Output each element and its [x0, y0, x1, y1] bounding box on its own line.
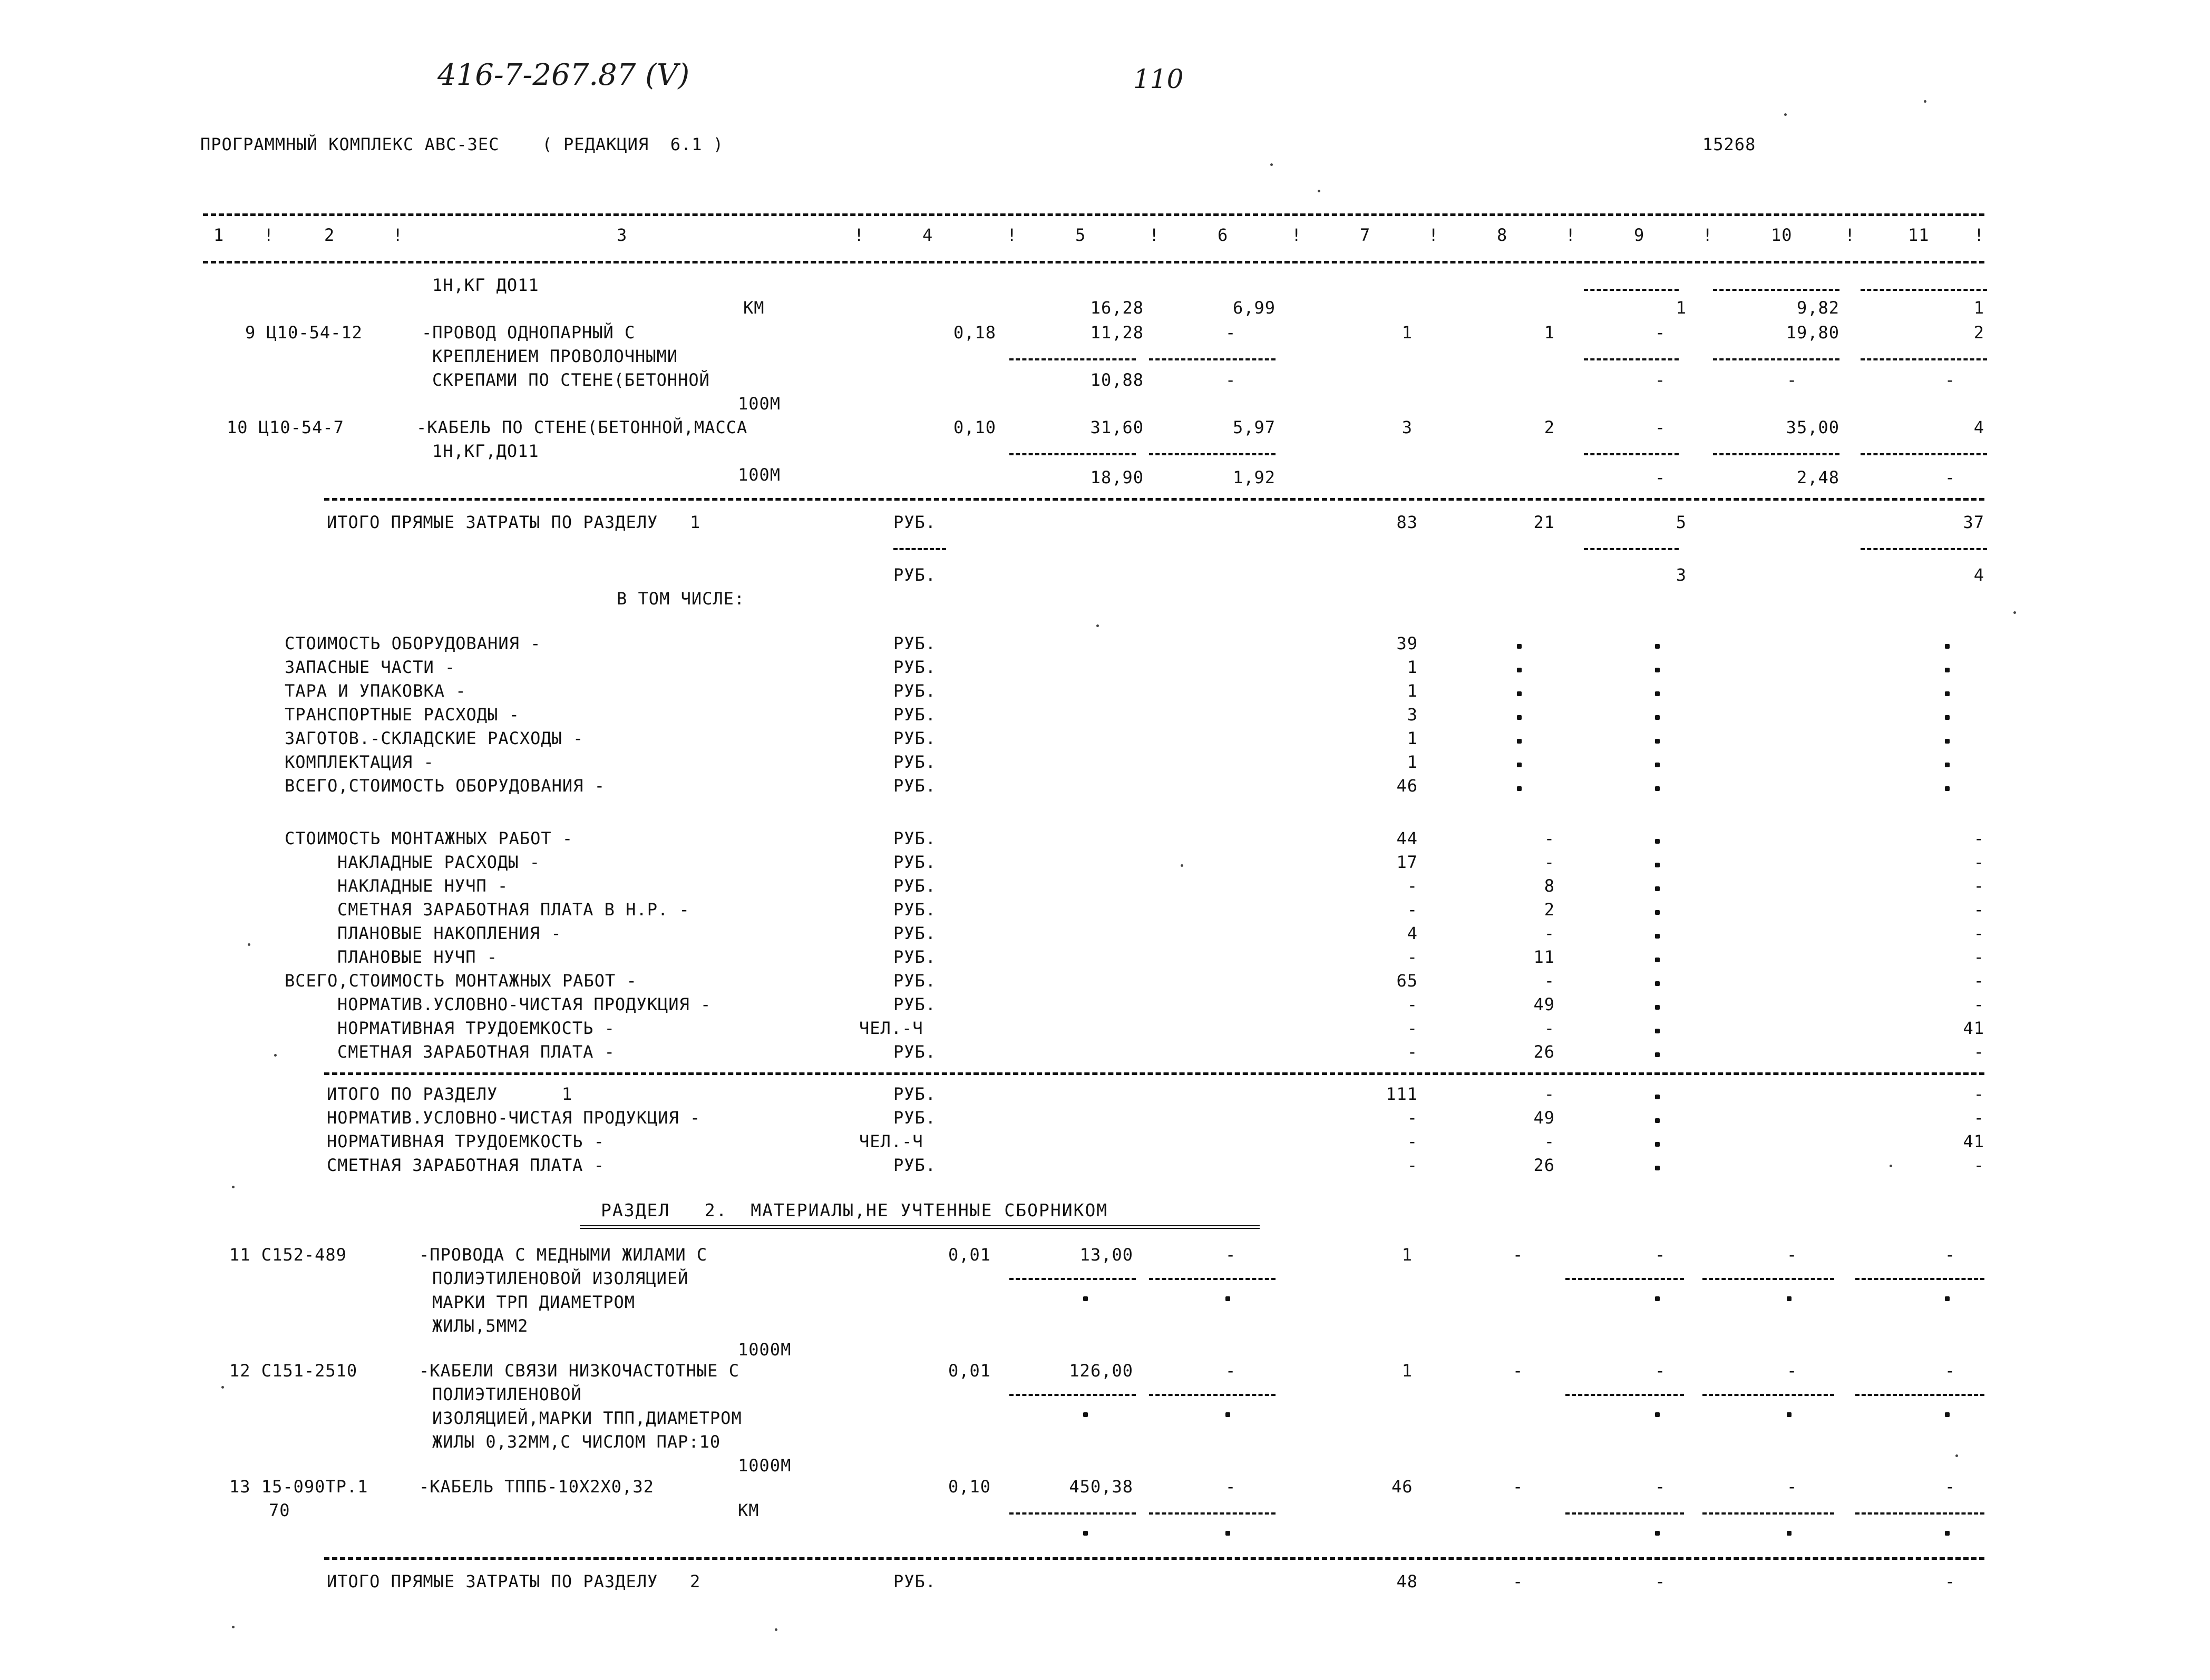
install-unit: РУБ.	[893, 923, 937, 943]
row-desc-line: -ПРОВОД ОДНОПАРНЫЙ С	[422, 323, 636, 343]
table-top-rule	[203, 213, 1984, 216]
install-unit: РУБ.	[893, 947, 937, 967]
row-desc-line: -ПРОВОДА С МЕДНЫМИ ЖИЛАМИ С	[419, 1245, 708, 1265]
row-c6-sub: -	[1225, 370, 1237, 390]
equipment-c7: 1	[1407, 681, 1418, 701]
total-c8: 21	[1533, 512, 1555, 532]
row-desc-line: КРЕПЛЕНИЕМ ПРОВОЛОЧНЫМИ	[432, 346, 678, 366]
cont-c6: 6,99	[1232, 298, 1276, 318]
row-c6-sub: 1,92	[1232, 467, 1276, 487]
row-qty: 0,18	[953, 323, 996, 343]
install-unit: РУБ.	[893, 876, 937, 896]
row-c11: -	[1945, 1361, 1956, 1381]
final-c7: -	[1407, 1108, 1418, 1128]
row-c11: -	[1945, 1477, 1956, 1497]
section2-title-underline	[580, 1225, 1260, 1229]
total-label: ИТОГО ПРЯМЫЕ ЗАТРАТЫ ПО РАЗДЕЛУ 1	[327, 512, 701, 532]
install-c11: -	[1973, 947, 1984, 967]
col-num-2: 2	[324, 225, 335, 245]
final-label: ИТОГО ПО РАЗДЕЛУ 1	[327, 1084, 573, 1104]
equipment-c7: 1	[1407, 752, 1418, 772]
row-c5: 11,28	[1090, 323, 1144, 343]
install-c11: -	[1973, 1042, 1984, 1062]
final-unit: ЧЕЛ.-Ч	[859, 1131, 923, 1151]
row-c11: -	[1945, 1245, 1956, 1265]
total-c11: 37	[1963, 512, 1984, 532]
row-qty: 0,10	[953, 417, 996, 437]
install-label: НАКЛАДНЫЕ РАСХОДЫ -	[337, 852, 541, 872]
equipment-c7: 3	[1407, 705, 1418, 725]
row-desc-line: -КАБЕЛИ СВЯЗИ НИЗКОЧАСТОТНЫЕ С	[419, 1361, 739, 1381]
final-label: СМЕТНАЯ ЗАРАБОТНАЯ ПЛАТА -	[327, 1155, 605, 1175]
install-c7: 4	[1407, 923, 1418, 943]
row-c7: 1	[1401, 1245, 1413, 1265]
row-desc-line: ЖИЛЫ 0,32ММ,С ЧИСЛОМ ПАР:10	[432, 1432, 721, 1452]
equipment-unit: РУБ.	[893, 705, 937, 725]
total-unit-2: РУБ.	[893, 565, 937, 585]
install-c7: 17	[1396, 852, 1418, 872]
install-label: НОРМАТИВНАЯ ТРУДОЕМКОСТЬ -	[337, 1018, 615, 1038]
row-unit: 1000М	[738, 1340, 792, 1360]
total-c9: -	[1655, 1571, 1666, 1591]
install-label: СМЕТНАЯ ЗАРАБОТНАЯ ПЛАТА В Н.Р. -	[337, 900, 690, 920]
install-c11: -	[1973, 994, 1984, 1014]
install-c8: 11	[1533, 947, 1555, 967]
install-c8: -	[1544, 1018, 1555, 1038]
total-c9-sub: 3	[1676, 565, 1687, 585]
col-num-10: 10	[1771, 225, 1793, 245]
page-number: 110	[1133, 64, 1184, 94]
equipment-label: ТАРА И УПАКОВКА -	[285, 681, 466, 701]
equipment-label: КОМПЛЕКТАЦИЯ -	[285, 752, 434, 772]
row-qty: 0,01	[948, 1245, 991, 1265]
section1-final-rule	[324, 1072, 1984, 1075]
final-label: НОРМАТИВНАЯ ТРУДОЕМКОСТЬ -	[327, 1131, 605, 1151]
row-number: 13 15-090ТР.1	[229, 1477, 368, 1497]
row-c11: 4	[1973, 417, 1984, 437]
final-c7: 111	[1386, 1084, 1418, 1104]
continuation-unit: КМ	[743, 298, 765, 318]
final-c11: -	[1973, 1155, 1984, 1175]
row-c7: 46	[1391, 1477, 1413, 1497]
equipment-unit: РУБ.	[893, 776, 937, 796]
install-c11: -	[1973, 876, 1984, 896]
install-c7: 44	[1396, 828, 1418, 848]
install-c11: -	[1973, 900, 1984, 920]
col-num-1: 1	[213, 225, 225, 245]
equipment-unit: РУБ.	[893, 728, 937, 748]
document-code: 416-7-267.87 (V)	[437, 58, 690, 92]
sheet-id: 15268	[1702, 134, 1756, 154]
total-label: ИТОГО ПРЯМЫЕ ЗАТРАТЫ ПО РАЗДЕЛУ 2	[327, 1571, 701, 1591]
equipment-c7: 46	[1396, 776, 1418, 796]
including-note: В ТОМ ЧИСЛЕ:	[617, 589, 745, 609]
row-unit: 100М	[738, 394, 781, 414]
install-unit: РУБ.	[893, 994, 937, 1014]
install-c8: 49	[1533, 994, 1555, 1014]
row-c7: 1	[1401, 323, 1413, 343]
row-unit: КМ	[738, 1500, 760, 1520]
row-desc-line: ЖИЛЫ,5ММ2	[432, 1316, 529, 1336]
row-c6: -	[1225, 1477, 1237, 1497]
header-bottom-rule	[203, 261, 1984, 263]
equipment-unit: РУБ.	[893, 681, 937, 701]
install-unit: РУБ.	[893, 828, 937, 848]
final-c8: 26	[1533, 1155, 1555, 1175]
install-label: НАКЛАДНЫЕ НУЧП -	[337, 876, 509, 896]
install-unit: РУБ.	[893, 1042, 937, 1062]
total-c9: 5	[1676, 512, 1687, 532]
row-c7: 3	[1401, 417, 1413, 437]
total-unit: РУБ.	[893, 512, 937, 532]
install-c11: -	[1973, 828, 1984, 848]
row-number: 10 Ц10-54-7	[227, 417, 344, 437]
row-c11-sub: -	[1945, 467, 1956, 487]
row-qty: 0,10	[948, 1477, 991, 1497]
equipment-c7: 39	[1396, 633, 1418, 653]
install-c11: -	[1973, 923, 1984, 943]
row-c6: 5,97	[1232, 417, 1276, 437]
cont-c9: 1	[1676, 298, 1687, 318]
install-c7: -	[1407, 947, 1418, 967]
col-num-7: 7	[1360, 225, 1371, 245]
install-c7: -	[1407, 994, 1418, 1014]
row-c6: -	[1225, 1361, 1237, 1381]
row-c11-sub: -	[1945, 370, 1956, 390]
row-desc-line: ПОЛИЭТИЛЕНОВОЙ ИЗОЛЯЦИЕЙ	[432, 1268, 689, 1288]
install-c8: 26	[1533, 1042, 1555, 1062]
row-desc-line: ПОЛИЭТИЛЕНОВОЙ	[432, 1384, 582, 1404]
install-c8: -	[1544, 923, 1555, 943]
final-label: НОРМАТИВ.УСЛОВНО-ЧИСТАЯ ПРОДУКЦИЯ -	[327, 1108, 701, 1128]
final-c7: -	[1407, 1155, 1418, 1175]
equipment-label: ТРАНСПОРТНЫЕ РАСХОДЫ -	[285, 705, 520, 725]
row-c8: 1	[1544, 323, 1555, 343]
total-c8: -	[1513, 1571, 1524, 1591]
install-unit: РУБ.	[893, 852, 937, 872]
install-label: СТОИМОСТЬ МОНТАЖНЫХ РАБОТ -	[285, 828, 573, 848]
row-c10: -	[1787, 1477, 1798, 1497]
equipment-label: ВСЕГО,СТОИМОСТЬ ОБОРУДОВАНИЯ -	[285, 776, 605, 796]
row-number-cont: 70	[269, 1500, 290, 1520]
install-c11: -	[1973, 971, 1984, 991]
row-c9-sub: -	[1655, 467, 1666, 487]
program-header: ПРОГРАММНЫЙ КОМПЛЕКС АВС-3ЕС ( РЕДАКЦИЯ 6.1 )	[200, 134, 724, 154]
install-label: СМЕТНАЯ ЗАРАБОТНАЯ ПЛАТА -	[337, 1042, 615, 1062]
final-c7: -	[1407, 1131, 1418, 1151]
install-c8: -	[1544, 852, 1555, 872]
final-unit: РУБ.	[893, 1084, 937, 1104]
row-desc-line: ИЗОЛЯЦИЕЙ,МАРКИ ТПП,ДИАМЕТРОМ	[432, 1408, 742, 1428]
row-c9: -	[1655, 323, 1666, 343]
install-c11: -	[1973, 852, 1984, 872]
install-unit: ЧЕЛ.-Ч	[859, 1018, 923, 1038]
row-c9: -	[1655, 417, 1666, 437]
col-num-5: 5	[1075, 225, 1086, 245]
total-c11: -	[1945, 1571, 1956, 1591]
install-c7: 65	[1396, 971, 1418, 991]
col-num-6: 6	[1218, 225, 1229, 245]
section1-total-rule	[324, 498, 1984, 501]
col-num-9: 9	[1634, 225, 1645, 245]
row-c8: -	[1513, 1361, 1524, 1381]
install-c8: 2	[1544, 900, 1555, 920]
col-num-4: 4	[922, 225, 933, 245]
install-c7: -	[1407, 1018, 1418, 1038]
col-num-8: 8	[1497, 225, 1508, 245]
row-number: 11 С152-489	[229, 1245, 347, 1265]
row-unit: 100М	[738, 465, 781, 485]
row-desc-line: МАРКИ ТРП ДИАМЕТРОМ	[432, 1292, 636, 1312]
row-c6: -	[1225, 323, 1237, 343]
install-c7: -	[1407, 1042, 1418, 1062]
row-unit: 1000М	[738, 1456, 792, 1476]
equipment-unit: РУБ.	[893, 657, 937, 677]
cont-c10: 9,82	[1796, 298, 1839, 318]
row-c8: 2	[1544, 417, 1555, 437]
row-c10: -	[1787, 1361, 1798, 1381]
row-c7: 1	[1401, 1361, 1413, 1381]
total-c7: 48	[1396, 1571, 1418, 1591]
install-unit: РУБ.	[893, 900, 937, 920]
install-label: НОРМАТИВ.УСЛОВНО-ЧИСТАЯ ПРОДУКЦИЯ -	[337, 994, 712, 1014]
row-c5-sub: 18,90	[1090, 467, 1144, 487]
install-label: ВСЕГО,СТОИМОСТЬ МОНТАЖНЫХ РАБОТ -	[285, 971, 637, 991]
row-desc-line: СКРЕПАМИ ПО СТЕНЕ(БЕТОННОЙ	[432, 370, 710, 390]
install-c8: 8	[1544, 876, 1555, 896]
total-c11-sub: 4	[1973, 565, 1984, 585]
col-num-11: 11	[1908, 225, 1930, 245]
install-label: ПЛАНОВЫЕ НУЧП -	[337, 947, 498, 967]
install-unit: РУБ.	[893, 971, 937, 991]
final-c11: -	[1973, 1084, 1984, 1104]
col-num-3: 3	[617, 225, 628, 245]
row-c9-sub: -	[1655, 370, 1666, 390]
row-c9: -	[1655, 1477, 1666, 1497]
row-qty: 0,01	[948, 1361, 991, 1381]
equipment-unit: РУБ.	[893, 752, 937, 772]
row-c10-sub: 2,48	[1796, 467, 1839, 487]
cont-c11: 1	[1973, 298, 1984, 318]
row-desc-line: -КАБЕЛЬ ПО СТЕНЕ(БЕТОННОЙ,МАССА	[416, 417, 748, 437]
row-number: 12 С151-2510	[229, 1361, 358, 1381]
row-c9: -	[1655, 1361, 1666, 1381]
row-c5: 126,00	[1069, 1361, 1133, 1381]
install-c8: -	[1544, 971, 1555, 991]
final-c8: 49	[1533, 1108, 1555, 1128]
row-c5: 13,00	[1079, 1245, 1133, 1265]
row-c9: -	[1655, 1245, 1666, 1265]
final-unit: РУБ.	[893, 1155, 937, 1175]
row-desc-line: 1Н,КГ,ДО11	[432, 441, 539, 461]
install-c8: -	[1544, 828, 1555, 848]
row-c8: -	[1513, 1477, 1524, 1497]
row-c10: 19,80	[1786, 323, 1839, 343]
row-desc-line: -КАБЕЛЬ ТППБ-10Х2Х0,32	[419, 1477, 654, 1497]
final-c8: -	[1544, 1131, 1555, 1151]
row-c10: 35,00	[1786, 417, 1839, 437]
row-number: 9 Ц10-54-12	[245, 323, 363, 343]
total-unit: РУБ.	[893, 1571, 937, 1591]
row-c8: -	[1513, 1245, 1524, 1265]
install-c7: -	[1407, 900, 1418, 920]
equipment-label: СТОИМОСТЬ ОБОРУДОВАНИЯ -	[285, 633, 541, 653]
final-unit: РУБ.	[893, 1108, 937, 1128]
install-c11: 41	[1963, 1018, 1984, 1038]
equipment-unit: РУБ.	[893, 633, 937, 653]
row-c5: 450,38	[1069, 1477, 1133, 1497]
equipment-label: ЗАПАСНЫЕ ЧАСТИ -	[285, 657, 456, 677]
section2-total-rule	[324, 1557, 1984, 1560]
row-c6: -	[1225, 1245, 1237, 1265]
final-c11: -	[1973, 1108, 1984, 1128]
equipment-c7: 1	[1407, 728, 1418, 748]
row-c10-sub: -	[1787, 370, 1798, 390]
section2-title: РАЗДЕЛ 2. МАТЕРИАЛЫ,НЕ УЧТЕННЫЕ СБОРНИКОМ	[601, 1200, 1108, 1220]
row-c5: 31,60	[1090, 417, 1144, 437]
install-label: ПЛАНОВЫЕ НАКОПЛЕНИЯ -	[337, 923, 562, 943]
continuation-text: 1Н,КГ ДО11	[432, 275, 539, 295]
row-c10: -	[1787, 1245, 1798, 1265]
row-c11: 2	[1973, 323, 1984, 343]
install-c7: -	[1407, 876, 1418, 896]
cont-c5: 16,28	[1090, 298, 1144, 318]
final-c8: -	[1544, 1084, 1555, 1104]
final-c11: 41	[1963, 1131, 1984, 1151]
row-c5-sub: 10,88	[1090, 370, 1144, 390]
total-c7: 83	[1396, 512, 1418, 532]
equipment-label: ЗАГОТОВ.-СКЛАДСКИЕ РАСХОДЫ -	[285, 728, 584, 748]
equipment-c7: 1	[1407, 657, 1418, 677]
